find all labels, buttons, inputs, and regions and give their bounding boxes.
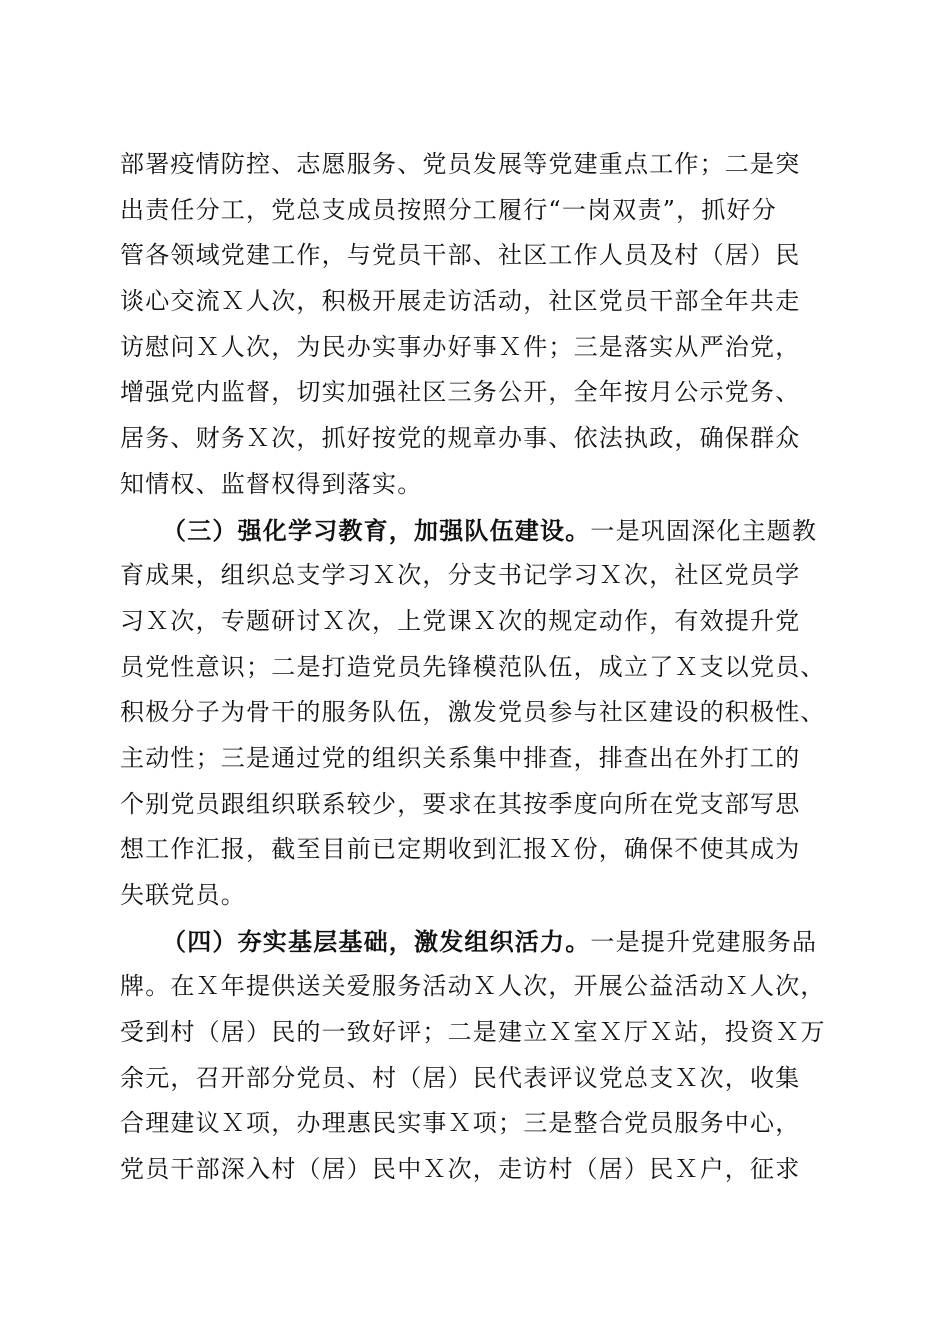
text-line: 牌。在Ｘ年提供送关爱服务活动Ｘ人次，开展公益活动Ｘ人次， — [120, 972, 826, 1001]
text-line: 知情权、监督权得到落实。 — [120, 469, 423, 498]
paragraph-grassroots — [120, 919, 840, 1193]
text-segment: 一是巩固深化主题教 — [590, 516, 818, 545]
text-line: 管各领域党建工作，与党员干部、社区工作人员及村（居）民 — [120, 241, 801, 270]
paragraph-responsibility — [120, 142, 840, 508]
text-line: 居务、财务Ｘ次，抓好按党的规章办事、依法执政，确保群众 — [120, 424, 801, 453]
text-line: 失联党员。 — [120, 881, 246, 909]
text-line: 余元，召开部分党员、村（居）民代表评议党总支Ｘ次，收集 — [120, 1063, 801, 1092]
text-line: 想工作汇报，截至目前已定期收到汇报Ｘ份，确保不使其成为 — [120, 835, 801, 864]
text-line: 访慰问Ｘ人次，为民办实事办好事Ｘ件；三是落实从严治党， — [120, 332, 801, 361]
text-line: 主动性；三是通过党的组织关系集中排查，排查出在外打工的 — [120, 743, 801, 772]
text-line: 合理建议Ｘ项，办理惠民实事Ｘ项；三是整合党员服务中心， — [120, 1109, 801, 1138]
paragraph-first-line — [120, 508, 840, 554]
section-heading-3: （三）强化学习教育，加强队伍建设。 — [162, 515, 591, 545]
paragraph-study-education — [120, 508, 840, 919]
text-line: 谈心交流Ｘ人次，积极开展走访活动，社区党员干部全年共走 — [120, 287, 801, 316]
text-line: 出责任分工，党总支成员按照分工履行“一岗双责”，抓好分 — [120, 195, 777, 224]
text-line: 受到村（居）民的一致好评；二是建立Ｘ室Ｘ厅Ｘ站，投资Ｘ万 — [120, 1018, 826, 1047]
text-line: 党员干部深入村（居）民中Ｘ次，走访村（居）民Ｘ户，征求 — [120, 1155, 801, 1184]
text-line: 增强党内监督，切实加强社区三务公开，全年按月公示党务、 — [120, 378, 801, 407]
text-segment: 一是提升党建服务品 — [590, 927, 818, 956]
text-line: 习Ｘ次，专题研讨Ｘ次，上党课Ｘ次的规定动作，有效提升党 — [120, 606, 801, 635]
paragraph-first-line — [120, 919, 840, 965]
document-body — [120, 142, 840, 1193]
section-heading-4: （四）夯实基层基础，激发组织活力。 — [162, 926, 591, 956]
text-line: 员党性意识；二是打造党员先锋模范队伍，成立了Ｘ支以党员、 — [120, 652, 826, 681]
text-line: 部署疫情防控、志愿服务、党员发展等党建重点工作；二是突 — [120, 150, 801, 178]
text-line: 育成果，组织总支学习Ｘ次，分支书记学习Ｘ次，社区党员学 — [120, 561, 801, 590]
text-line: 积极分子为骨干的服务队伍，激发党员参与社区建设的积极性、 — [120, 698, 826, 727]
text-line: 个别党员跟组织联系较少，要求在其按季度向所在党支部写思 — [120, 789, 801, 818]
